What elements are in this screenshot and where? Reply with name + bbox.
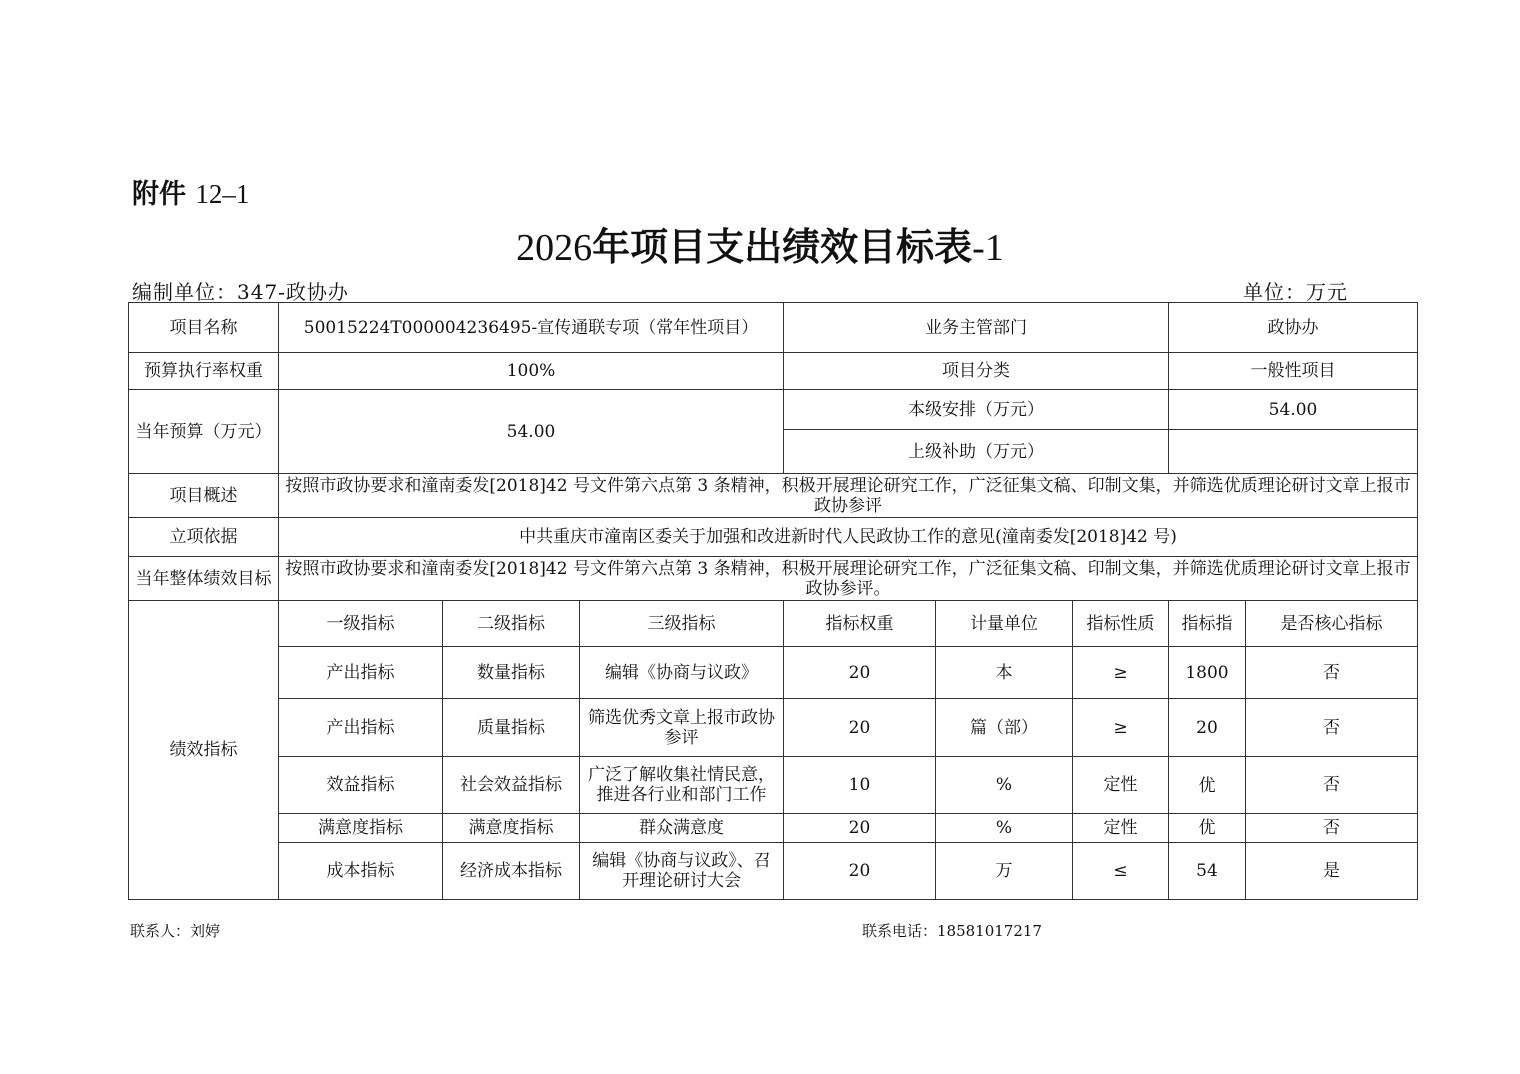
basis-value: 中共重庆市潼南区委关于加强和改进新时代人民政协工作的意见(潼南委发[2018]42 号) <box>279 518 1418 557</box>
level1-cell: 产出指标 <box>279 647 443 699</box>
unit-line: 单位：万元 <box>1243 280 1348 304</box>
performance-table <box>128 302 1418 900</box>
dept-value: 政协办 <box>1169 303 1418 353</box>
category-value: 一般性项目 <box>1169 353 1418 390</box>
target-cell: 54 <box>1169 843 1246 900</box>
indicator-row <box>129 699 1418 757</box>
col-weight: 指标权重 <box>784 601 936 647</box>
col-core: 是否核心指标 <box>1246 601 1418 647</box>
weight-cell: 20 <box>784 647 936 699</box>
target-cell: 优 <box>1169 814 1246 843</box>
row-overview <box>129 474 1418 518</box>
unit-cell: 篇（部） <box>936 699 1073 757</box>
local-label: 本级安排（万元） <box>784 390 1169 430</box>
level2-cell: 质量指标 <box>443 699 580 757</box>
indicator-row <box>129 814 1418 843</box>
target-cell: 优 <box>1169 757 1246 814</box>
level3-cell: 编辑《协商与议政》、召开理论研讨大会 <box>580 843 784 900</box>
title-text: 年项目支出绩效目标表 <box>592 225 973 269</box>
title-suffix: -1 <box>972 227 1004 269</box>
nature-cell: 定性 <box>1073 757 1169 814</box>
basis-label: 立项依据 <box>129 518 279 557</box>
indicator-row <box>129 647 1418 699</box>
target-cell: 20 <box>1169 699 1246 757</box>
attachment-text: 附件 <box>132 179 186 210</box>
contact-phone: 联系电话：18581017217 <box>862 922 1042 940</box>
row-goal <box>129 557 1418 601</box>
nature-cell: ≥ <box>1073 647 1169 699</box>
row-exec-rate <box>129 353 1418 390</box>
title-year: 2026 <box>516 227 593 269</box>
col-level2: 二级指标 <box>443 601 580 647</box>
perf-label: 绩效指标 <box>129 601 279 900</box>
col-level3: 三级指标 <box>580 601 784 647</box>
core-cell: 是 <box>1246 843 1418 900</box>
col-level1: 一级指标 <box>279 601 443 647</box>
level1-cell: 满意度指标 <box>279 814 443 843</box>
level3-cell: 编辑《协商与议政》 <box>580 647 784 699</box>
nature-cell: ≥ <box>1073 699 1169 757</box>
budget-label: 当年预算（万元） <box>129 390 279 474</box>
level3-cell: 群众满意度 <box>580 814 784 843</box>
project-name-label: 项目名称 <box>129 303 279 353</box>
nature-cell: 定性 <box>1073 814 1169 843</box>
overview-value: 按照市政协要求和潼南委发[2018]42 号文件第六点第 3 条精神，积极开展理论研究工作，广泛征集文稿、印制文集，并筛选优质理论研讨文章上报市政协参评 <box>279 474 1418 518</box>
weight-cell: 10 <box>784 757 936 814</box>
level1-cell: 产出指标 <box>279 699 443 757</box>
level2-cell: 经济成本指标 <box>443 843 580 900</box>
unit-cell: % <box>936 814 1073 843</box>
contact-person: 联系人：刘婷 <box>130 922 221 940</box>
level2-cell: 数量指标 <box>443 647 580 699</box>
row-budget <box>129 390 1418 430</box>
core-cell: 否 <box>1246 814 1418 843</box>
goal-value: 按照市政协要求和潼南委发[2018]42 号文件第六点第 3 条精神，积极开展理论研究工作，广泛征集文稿、印制文集，并筛选优质理论研讨文章上报市政协参评。 <box>279 557 1418 601</box>
org-line: 编制单位：347-政协办 <box>132 280 349 304</box>
level2-cell: 满意度指标 <box>443 814 580 843</box>
budget-value: 54.00 <box>279 390 784 474</box>
level2-cell: 社会效益指标 <box>443 757 580 814</box>
core-cell: 否 <box>1246 647 1418 699</box>
overview-label: 项目概述 <box>129 474 279 518</box>
attachment-label <box>132 172 249 211</box>
category-label: 项目分类 <box>784 353 1169 390</box>
local-value: 54.00 <box>1169 390 1418 430</box>
col-unit: 计量单位 <box>936 601 1073 647</box>
exec-rate-value: 100% <box>279 353 784 390</box>
level3-cell: 筛选优秀文章上报市政协参评 <box>580 699 784 757</box>
weight-cell: 20 <box>784 843 936 900</box>
subsidy-label: 上级补助（万元） <box>784 430 1169 474</box>
unit-cell: 万 <box>936 843 1073 900</box>
goal-label: 当年整体绩效目标 <box>129 557 279 601</box>
exec-rate-label: 预算执行率权重 <box>129 353 279 390</box>
row-project-name <box>129 303 1418 353</box>
row-basis <box>129 518 1418 557</box>
nature-cell: ≤ <box>1073 843 1169 900</box>
level3-cell: 广泛了解收集社情民意，推进各行业和部门工作 <box>580 757 784 814</box>
weight-cell: 20 <box>784 699 936 757</box>
col-nature: 指标性质 <box>1073 601 1169 647</box>
dept-label: 业务主管部门 <box>784 303 1169 353</box>
indicator-header-row <box>129 601 1418 647</box>
project-name-value: 50015224T000004236495-宣传通联专项（常年性项目） <box>279 303 784 353</box>
indicator-row <box>129 843 1418 900</box>
core-cell: 否 <box>1246 699 1418 757</box>
target-cell: 1800 <box>1169 647 1246 699</box>
level1-cell: 效益指标 <box>279 757 443 814</box>
unit-cell: % <box>936 757 1073 814</box>
indicator-row <box>129 757 1418 814</box>
attachment-number: 12–1 <box>195 179 250 209</box>
page-title <box>0 216 1520 271</box>
weight-cell: 20 <box>784 814 936 843</box>
subsidy-value <box>1169 430 1418 474</box>
col-target: 指标指 <box>1169 601 1246 647</box>
level1-cell: 成本指标 <box>279 843 443 900</box>
core-cell: 否 <box>1246 757 1418 814</box>
unit-cell: 本 <box>936 647 1073 699</box>
